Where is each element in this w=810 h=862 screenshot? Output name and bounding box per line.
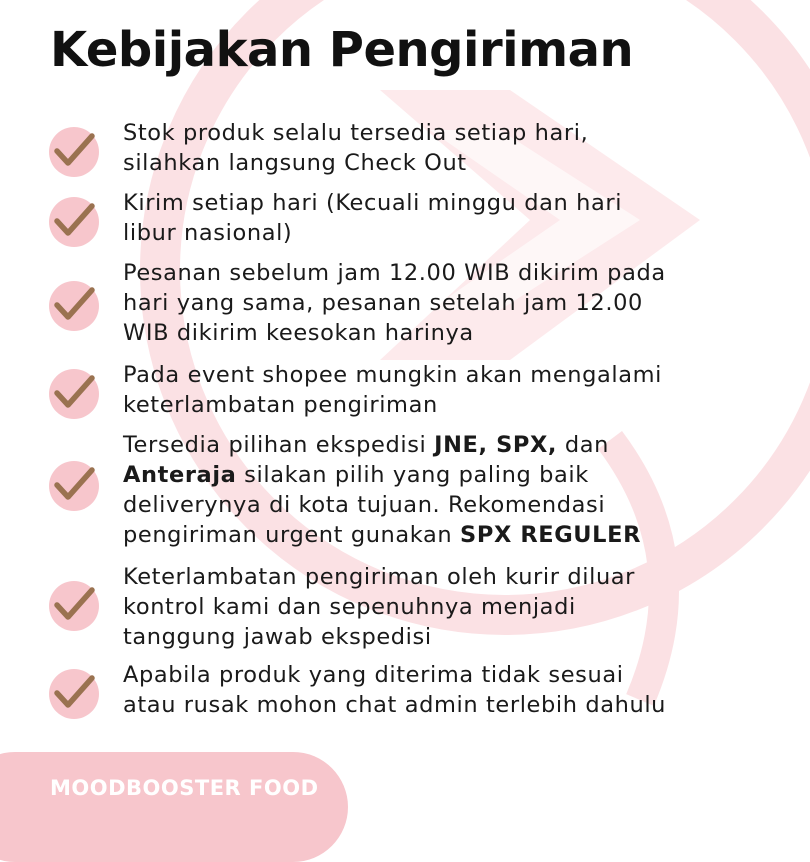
policy-item-text: [123, 562, 783, 652]
page-title: Kebijakan Pengiriman: [50, 22, 634, 78]
policy-item-text: [123, 188, 783, 248]
policy-item-line: [123, 148, 783, 178]
policy-item-line: [123, 390, 783, 420]
check-icon: [48, 460, 100, 512]
text-segment: Pesanan sebelum jam 12.00 WIB dikirim pada: [123, 260, 666, 286]
policy-item-line: [123, 562, 783, 592]
policy-list: [48, 0, 798, 810]
policy-item-line: [123, 360, 783, 390]
text-segment: atau rusak mohon chat admin terlebih dahulu: [123, 692, 667, 718]
text-segment: dan: [557, 432, 609, 458]
policy-item-line: [123, 288, 783, 318]
text-segment: silakan pilih yang paling baik: [236, 462, 589, 488]
check-icon: [48, 668, 100, 720]
text-segment: Keterlambatan pengiriman oleh kurir diluar: [123, 564, 636, 590]
text-segment: Pada event shopee mungkin akan mengalami: [123, 362, 663, 388]
check-icon: [48, 126, 100, 178]
policy-item-text: [123, 258, 783, 348]
policy-item-line: [123, 258, 783, 288]
text-segment: tanggung jawab ekspedisi: [123, 624, 432, 650]
emphasis-text: Anteraja: [123, 462, 237, 488]
policy-item-line: [123, 520, 783, 550]
policy-item-line: [123, 430, 783, 460]
text-segment: WIB dikirim keesokan harinya: [123, 320, 474, 346]
text-segment: keterlambatan pengiriman: [123, 392, 438, 418]
check-icon: [48, 368, 100, 420]
policy-item-line: [123, 188, 783, 218]
text-segment: deliverynya di kota tujuan. Rekomendasi: [123, 492, 606, 518]
check-icon: [48, 280, 100, 332]
text-segment: libur nasional): [123, 220, 293, 246]
text-segment: hari yang sama, pesanan setelah jam 12.00: [123, 290, 643, 316]
policy-item-text: [123, 660, 783, 720]
policy-item-line: [123, 218, 783, 248]
text-segment: Tersedia pilihan ekspedisi: [123, 432, 435, 458]
text-segment: pengiriman urgent gunakan: [123, 522, 461, 548]
policy-item-line: [123, 318, 783, 348]
policy-item-line: [123, 622, 783, 652]
policy-item-line: [123, 592, 783, 622]
policy-item-text: [123, 430, 783, 550]
text-segment: Kirim setiap hari (Kecuali minggu dan hari: [123, 190, 623, 216]
brand-name: MOODBOOSTER FOOD: [50, 776, 319, 800]
brand-pill: [0, 752, 348, 862]
policy-item-line: [123, 118, 783, 148]
emphasis-text: SPX REGULER: [460, 522, 641, 548]
text-segment: Stok produk selalu tersedia setiap hari,: [123, 120, 589, 146]
policy-item-line: [123, 490, 783, 520]
policy-item-line: [123, 460, 783, 490]
text-segment: Apabila produk yang diterima tidak sesuai: [123, 662, 624, 688]
policy-item-text: [123, 118, 783, 178]
policy-item-text: [123, 360, 783, 420]
policy-item-line: [123, 690, 783, 720]
text-segment: silahkan langsung Check Out: [123, 150, 467, 176]
check-icon: [48, 196, 100, 248]
emphasis-text: JNE, SPX,: [434, 432, 558, 458]
text-segment: kontrol kami dan sepenuhnya menjadi: [123, 594, 576, 620]
check-icon: [48, 580, 100, 632]
policy-item-line: [123, 660, 783, 690]
